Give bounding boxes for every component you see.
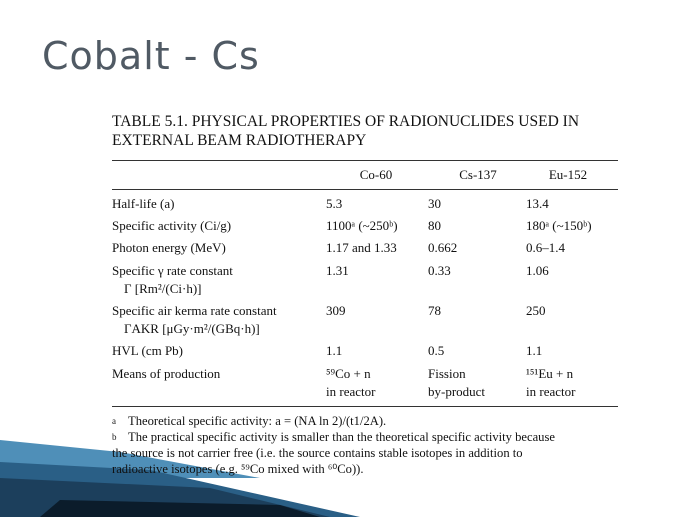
cell-eu152: 1.1 xyxy=(526,343,543,358)
row-label: Photon energy (MeV) xyxy=(112,240,226,255)
table-bottom-rule xyxy=(112,406,618,407)
table-header-rule xyxy=(112,189,618,190)
cell-eu152: 13.4 xyxy=(526,196,549,211)
cell-co60: 1.1 xyxy=(326,343,343,358)
column-header-co60: Co-60 xyxy=(359,167,393,182)
slide-title: Cobalt - Cs xyxy=(42,34,260,78)
column-header-eu152: Eu-152 xyxy=(548,167,588,182)
row-label: Means of production xyxy=(112,366,221,381)
row-label: Half-life (a) xyxy=(112,196,175,211)
footnote-a xyxy=(112,413,386,429)
cell-cs137: 80 xyxy=(428,218,441,233)
cell-co60: 1.31 xyxy=(326,263,349,278)
cell-cs137: 0.33 xyxy=(428,263,451,278)
footnote-b xyxy=(112,429,555,445)
cell-eu152: ¹⁵¹Eu + n xyxy=(526,366,574,381)
cell-cs137: 78 xyxy=(428,303,441,318)
cell-cs137-continued: by-product xyxy=(428,384,486,399)
row-label: Specific γ rate constant xyxy=(112,263,233,278)
row-label: Specific air kerma rate constant xyxy=(112,303,277,318)
cell-eu152: 250 xyxy=(526,303,546,318)
cell-eu152: 0.6–1.4 xyxy=(526,240,565,255)
cell-co60: 309 xyxy=(326,303,346,318)
row-label: Specific activity (Ci/g) xyxy=(112,218,232,233)
cell-cs137: 30 xyxy=(428,196,441,211)
caption-line-2: EXTERNAL BEAM RADIOTHERAPY xyxy=(112,132,367,149)
cell-eu152: 1.06 xyxy=(526,263,549,278)
cell-cs137: 0.662 xyxy=(428,240,458,255)
footnote-b-line-1: The practical specific activity is smaller than the theoretical specific activity because xyxy=(128,430,555,444)
cell-co60: ⁵⁹Co + n xyxy=(326,366,371,381)
footnote-a-text: Theoretical specific activity: a = (NA ln 2)/(t1/2A). xyxy=(128,414,387,428)
cell-eu152: 180ᵃ (~150ᵇ) xyxy=(526,218,592,233)
footnote-a-mark: a xyxy=(112,416,116,426)
table-caption xyxy=(112,112,632,150)
caption-line-1: TABLE 5.1. PHYSICAL PROPERTIES OF RADIONUCLIDES USED IN xyxy=(112,113,580,130)
table-top-rule xyxy=(112,160,618,161)
cell-eu152-continued: in reactor xyxy=(526,384,576,399)
footnote-b-mark: b xyxy=(112,432,117,442)
column-header-cs137: Cs-137 xyxy=(459,167,497,182)
cell-co60: 1.17 and 1.33 xyxy=(326,240,397,255)
row-label: HVL (cm Pb) xyxy=(112,343,184,358)
cell-co60: 1100ᵃ (~250ᵇ) xyxy=(326,218,398,233)
footnote-b-line-3: radioactive isotopes (e.g. ⁵⁹Co mixed with ⁶⁰Co)). xyxy=(112,462,364,476)
row-label-continued: Γ [Rm²/(Ci·h)] xyxy=(124,281,202,296)
row-label-continued: ΓAKR [μGy·m²/(GBq·h)] xyxy=(124,321,260,336)
cell-cs137: Fission xyxy=(428,366,466,381)
cell-cs137: 0.5 xyxy=(428,343,445,358)
cell-co60: 5.3 xyxy=(326,196,343,211)
footnote-b-line-2: the source is not carrier free (i.e. the source contains stable isotopes in addition to xyxy=(112,446,523,460)
cell-co60-continued: in reactor xyxy=(326,384,376,399)
